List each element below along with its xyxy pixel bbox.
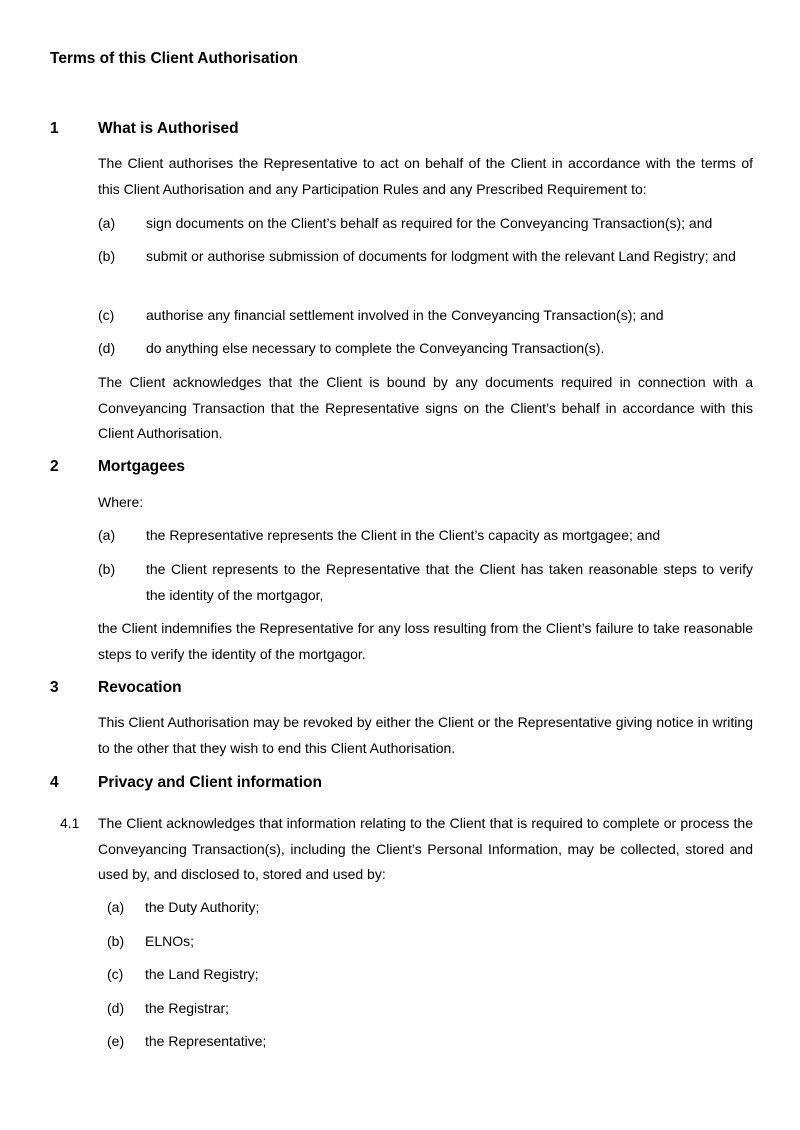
list-item-label: (c)	[107, 966, 124, 982]
section-1-number: 1	[50, 120, 59, 137]
list-item-label: (a)	[98, 215, 116, 231]
section-2-heading: Mortgagees	[98, 458, 185, 475]
list-item-text: the Land Registry;	[145, 966, 259, 982]
list-item-text: do anything else necessary to complete the Conveyancing Transaction(s).	[146, 340, 605, 356]
list-item-text: the Representative represents the Client in the Client’s capacity as mortgagee; and	[146, 527, 661, 543]
list-item-label: (e)	[107, 1033, 125, 1049]
list-item-text: the Duty Authority;	[145, 899, 260, 915]
list-item-text: the Representative;	[145, 1033, 267, 1049]
section-3-text: This Client Authorisation may be revoked by either the Client or the Representative giving notice in writing to the other that they wish to end this Client Authorisation.	[98, 714, 753, 756]
list-item-text: the Registrar;	[145, 1000, 230, 1016]
section-1-intro: The Client authorises the Representative to act on behalf of the Client in accordance with the terms of this Client Authorisation and any Participation Rules and any Prescribed Requirement to:	[98, 155, 753, 197]
list-item-text: ELNOs;	[145, 933, 195, 949]
section-4-number: 4	[50, 774, 59, 791]
section-3-number: 3	[50, 679, 59, 696]
list-item-label: (d)	[98, 340, 116, 356]
section-1-heading: What is Authorised	[98, 120, 239, 137]
list-item-text: the Client represents to the Representative that the Client has taken reasonable steps to verify the identity of the mortgagor,	[146, 561, 753, 603]
list-item-label: (b)	[98, 561, 116, 577]
list-item-label: (c)	[98, 307, 115, 323]
section-2-intro: Where:	[98, 494, 144, 510]
clause-4-1-number: 4.1	[60, 815, 80, 831]
section-2-closing: the Client indemnifies the Representative for any loss resulting from the Client’s failure to take reasonable steps to verify the identity of the mortgagor.	[98, 620, 753, 662]
list-item-text: authorise any financial settlement involved in the Conveyancing Transaction(s); and	[146, 307, 664, 323]
document-title: Terms of this Client Authorisation	[50, 50, 299, 67]
list-item-label: (d)	[107, 1000, 125, 1016]
section-1-closing: The Client acknowledges that the Client is bound by any documents required in connection with a Conveyancing Transaction that the Representative signs on the Client’s behalf in accordance with this Client Authorisation.	[98, 374, 753, 441]
list-item-label: (b)	[98, 248, 116, 264]
list-item-label: (b)	[107, 933, 125, 949]
list-item-label: (a)	[107, 899, 125, 915]
list-item-label: (a)	[98, 527, 116, 543]
section-3-heading: Revocation	[98, 679, 182, 696]
section-4-heading: Privacy and Client information	[98, 774, 322, 791]
list-item-text: submit or authorise submission of documents for lodgment with the relevant Land Registry; and	[146, 248, 736, 264]
list-item-text: sign documents on the Client’s behalf as required for the Conveyancing Transaction(s); and	[146, 215, 713, 231]
clause-4-1-text: The Client acknowledges that information relating to the Client that is required to complete or process the Conveyancing Transaction(s), including the Client’s Personal Information, may be collected, stored and used by, and disclosed to, stored and used by:	[98, 815, 753, 882]
section-2-number: 2	[50, 458, 59, 475]
